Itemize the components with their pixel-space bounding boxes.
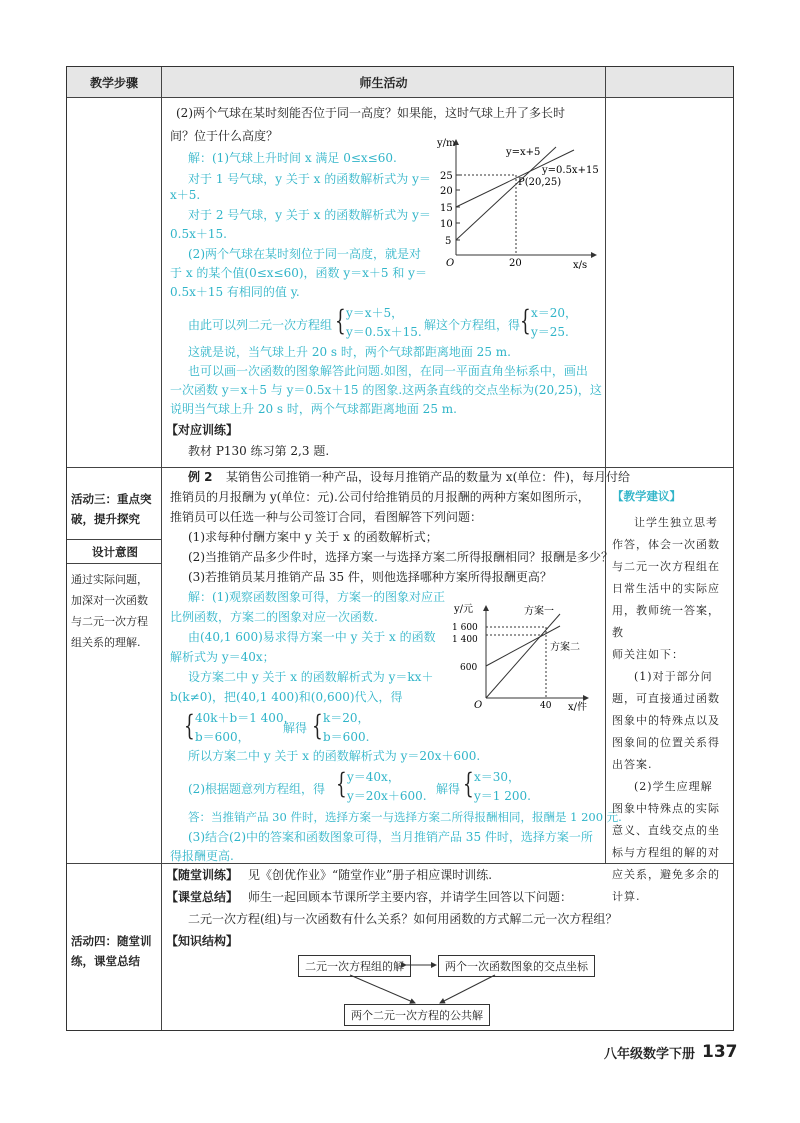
solution-line: 设方案二中 y 关于 x 的函数解析式为 y＝kx＋ (188, 670, 434, 684)
suggestion-line: 让学生独立思考 (634, 516, 718, 529)
book-title: 八年级数学下册 (604, 1047, 696, 1062)
system-mid: 解得 (283, 721, 308, 735)
example-text: 某销售公司推销一种产品，设每月推销产品的数量为 x(单位：件)，每月付给 (226, 470, 630, 484)
suggestion-line: 师关注如下： (612, 648, 684, 661)
solution: x＝20， (531, 306, 578, 320)
suggestion-line: (1)对于部分问 (634, 670, 713, 683)
answer-line: x＋5. (170, 188, 201, 202)
example-text: 推销员可以任选一种与公司签订合同，看图解答下列问题： (170, 510, 483, 524)
suggestion-line: 应关系，避免多余的 (612, 868, 720, 881)
summary-text: 师生一起回顾本节课所学主要内容，并请学生回答以下问题： (248, 890, 573, 904)
in-class-training-title: 【随堂训练】 (166, 868, 239, 882)
brace-icon: { (312, 709, 323, 742)
summary-question: 二元一次方程(组)与一次函数有什么关系？如何用函数的方式解二元一次方程组？ (188, 912, 618, 926)
example-label: 例 2 (188, 470, 213, 484)
y-tick: 15 (440, 203, 453, 214)
example-question: (1)求每种付酬方案中 y 关于 x 的函数解析式； (188, 530, 438, 544)
answer-line: 解：(1)气球上升时间 x 满足 0≤x≤60. (188, 151, 397, 165)
brace-icon: { (184, 709, 195, 742)
x-axis-label: x/s (573, 260, 588, 270)
suggestion-line: 作答，体会一次函数 (612, 538, 720, 551)
solution: x＝30， (474, 770, 521, 784)
suggestion-line: 意义、直线交点的坐 (612, 824, 720, 837)
suggestion-line: 图象中特殊点的实际 (612, 802, 720, 815)
y-tick: 600 (460, 663, 478, 673)
solution-line: 得报酬更高. (170, 849, 234, 863)
system-intro: 由此可以列二元一次方程组 (188, 318, 333, 332)
equation: y＝x＋5， (346, 306, 404, 320)
x-tick: 40 (540, 701, 552, 711)
y-tick: 1 600 (452, 623, 478, 633)
balloon-graph (436, 135, 604, 270)
system-mid: 解这个方程组，得 (424, 318, 521, 332)
knowledge-box-solution: 二元一次方程组的解 (298, 955, 411, 977)
origin-label: O (446, 258, 455, 269)
brace-icon: { (463, 767, 474, 800)
point-label: P(20,25) (518, 177, 562, 188)
solution-line: 所以方案二中 y 关于 x 的函数解析式为 y＝20x＋600. (188, 749, 481, 763)
plan-2-line (486, 626, 560, 666)
y-tick: 1 400 (452, 635, 478, 645)
arrow-icon (440, 975, 495, 1003)
activity-3-title: 活动三：重点突 (71, 492, 152, 506)
knowledge-arrows (290, 955, 610, 1015)
header-col-activities: 师生活动 (162, 67, 605, 97)
answer-line: 这就是说，当气球上升 20 s 时，两个气球都距离地面 25 m. (188, 345, 511, 359)
suggestion-line: (2)学生应理解 (634, 780, 713, 793)
line-label: y=x+5 (506, 147, 541, 158)
equation: y＝20x＋600. (347, 789, 427, 803)
example-question: (3)若推销员某月推销产品 35 件，则他选择哪种方案所得报酬更高？ (188, 570, 552, 584)
y-tick: 10 (440, 219, 453, 230)
plan-label: 方案一 (524, 606, 554, 617)
brace-icon: { (335, 304, 346, 337)
solution: k＝20， (323, 711, 370, 725)
in-class-training-text: 见《创优作业》“随堂作业”册子相应课时训练. (248, 868, 493, 882)
design-intent-line: 与二元一次方程 (71, 615, 148, 628)
system-mid: 解得 (436, 782, 461, 796)
column-divider (161, 67, 162, 1030)
y-tick: 20 (440, 186, 453, 197)
y-axis-label: y/m (437, 138, 456, 149)
training-title: 【对应训练】 (166, 423, 239, 437)
equation: 40k＋b＝1 400， (195, 711, 296, 725)
suggestion-line: 图象间的位置关系得 (612, 736, 720, 749)
row-divider (67, 539, 161, 540)
y-axis-label: y/元 (454, 604, 474, 615)
column-divider (605, 67, 606, 863)
solution: y＝25. (531, 325, 569, 339)
activity-4-title: 练，课堂总结 (71, 954, 140, 968)
brace-icon: { (336, 767, 347, 800)
brace-icon: { (520, 304, 531, 337)
y-tick: 5 (445, 236, 452, 247)
plan-label: 方案二 (550, 642, 580, 653)
solution-line: 由(40,1 600)易求得方案一中 y 关于 x 的函数 (188, 630, 436, 644)
summary-title: 【课堂总结】 (166, 890, 239, 904)
solution-line: 答：当推销产品 30 件时，选择方案一与选择方案二所得报酬相同，报酬是 1 200 元. (188, 810, 622, 824)
answer-line: 说明当气球上升 20 s 时，两个气球都距离地面 25 m. (170, 402, 457, 416)
suggestion-title: 【教学建议】 (612, 489, 681, 503)
suggestion-line: 日常生活中的实际应 (612, 582, 720, 595)
page-number: 137 (702, 1042, 738, 1062)
solution-line: b(k≠0)，把(40,1 400)和(0,600)代入，得 (170, 690, 403, 704)
suggestion-line: 用，教师统一答案，教 (612, 604, 720, 639)
suggestion-line: 计算. (612, 890, 641, 903)
answer-line: 对于 2 号气球，y 关于 x 的函数解析式为 y＝ (188, 208, 431, 222)
solution: y＝1 200. (474, 789, 531, 803)
example-text: 推销员的月报酬为 y(单位：元).公司付给推销员的月报酬的两种方案如图所示， (170, 490, 590, 504)
solution-line: (3)结合(2)中的答案和函数图象可得，当月推销产品 35 件时，选择方案一所 (188, 830, 593, 844)
suggestion-line: 题，可直接通过函数 (612, 692, 720, 705)
example-question: (2)当推销产品多少件时，选择方案一与选择方案二所得报酬相同？报酬是多少？ (188, 550, 614, 564)
answer-line: 一次函数 y＝x＋5 与 y＝0.5x＋15 的图象.这两条直线的交点坐标为(20,25)，这 (170, 383, 602, 397)
equation: y＝40x， (347, 770, 400, 784)
design-intent-line: 组关系的理解. (71, 636, 141, 649)
equation: y＝0.5x＋15. (346, 325, 422, 339)
suggestion-line: 出答案. (612, 758, 653, 771)
solution: b＝600. (323, 730, 370, 744)
design-intent-title: 设计意图 (92, 545, 138, 559)
training-text: 教材 P130 练习第 2,3 题. (188, 444, 330, 458)
system-intro: (2)根据题意列方程组，得 (188, 782, 325, 796)
suggestion-line: 标与方程组的解的对 (612, 846, 720, 859)
equation: b＝600， (195, 730, 250, 744)
row-divider (67, 563, 161, 564)
arrow-icon (350, 975, 415, 1003)
line-label: y=0.5x+15 (542, 165, 599, 176)
question-2-line1: (2)两个气球在某时刻能否位于同一高度？如果能，这时气球上升了多长时 (176, 106, 566, 120)
knowledge-box-common-solution: 两个二元一次方程的公共解 (344, 1004, 490, 1026)
answer-line: (2)两个气球在某时刻位于同一高度，就是对 (188, 247, 421, 261)
answer-line: 对于 1 号气球，y 关于 x 的函数解析式为 y＝ (188, 172, 431, 186)
answer-line: 也可以画一次函数的图象解答此问题.如图，在同一平面直角坐标系中，画出 (188, 364, 588, 378)
solution-line: 解析式为 y＝40x； (170, 650, 275, 664)
suggestion-line: 图象中的特殊点以及 (612, 714, 720, 727)
y-tick: 25 (440, 171, 453, 182)
knowledge-structure-title: 【知识结构】 (166, 934, 239, 948)
knowledge-box-intersection: 两个一次函数图象的交点坐标 (438, 955, 595, 977)
answer-line: 0.5x＋15 有相同的值 y. (170, 285, 300, 299)
design-intent-line: 加深对一次函数 (71, 594, 148, 607)
x-tick: 20 (509, 258, 522, 269)
question-2-line2: 间？位于什么高度？ (170, 129, 279, 143)
answer-line: 0.5x＋15. (170, 227, 227, 241)
header-col-blank (606, 67, 733, 97)
row-divider (67, 97, 733, 98)
suggestion-line: 与二元一次方程组在 (612, 560, 720, 573)
header-col-steps: 教学步骤 (67, 67, 161, 97)
solution-line: 解：(1)观察函数图象可得，方案一的图象对应正 (188, 590, 445, 604)
salary-graph (450, 602, 598, 714)
activity-4-title: 活动四：随堂训 (71, 934, 152, 948)
activity-3-title: 破，提升探究 (71, 512, 140, 526)
solution-line: 比例函数，方案二的图象对应一次函数. (170, 610, 378, 624)
line-y-x-plus-5 (456, 147, 556, 240)
suggestion-body (612, 512, 728, 908)
answer-line: 于 x 的某个值(0≤x≤60)，函数 y＝x＋5 和 y＝ (170, 266, 427, 280)
design-intent-line: 通过实际问题， (71, 573, 148, 586)
x-axis-label: x/件 (568, 702, 588, 713)
origin-label: O (474, 700, 483, 711)
